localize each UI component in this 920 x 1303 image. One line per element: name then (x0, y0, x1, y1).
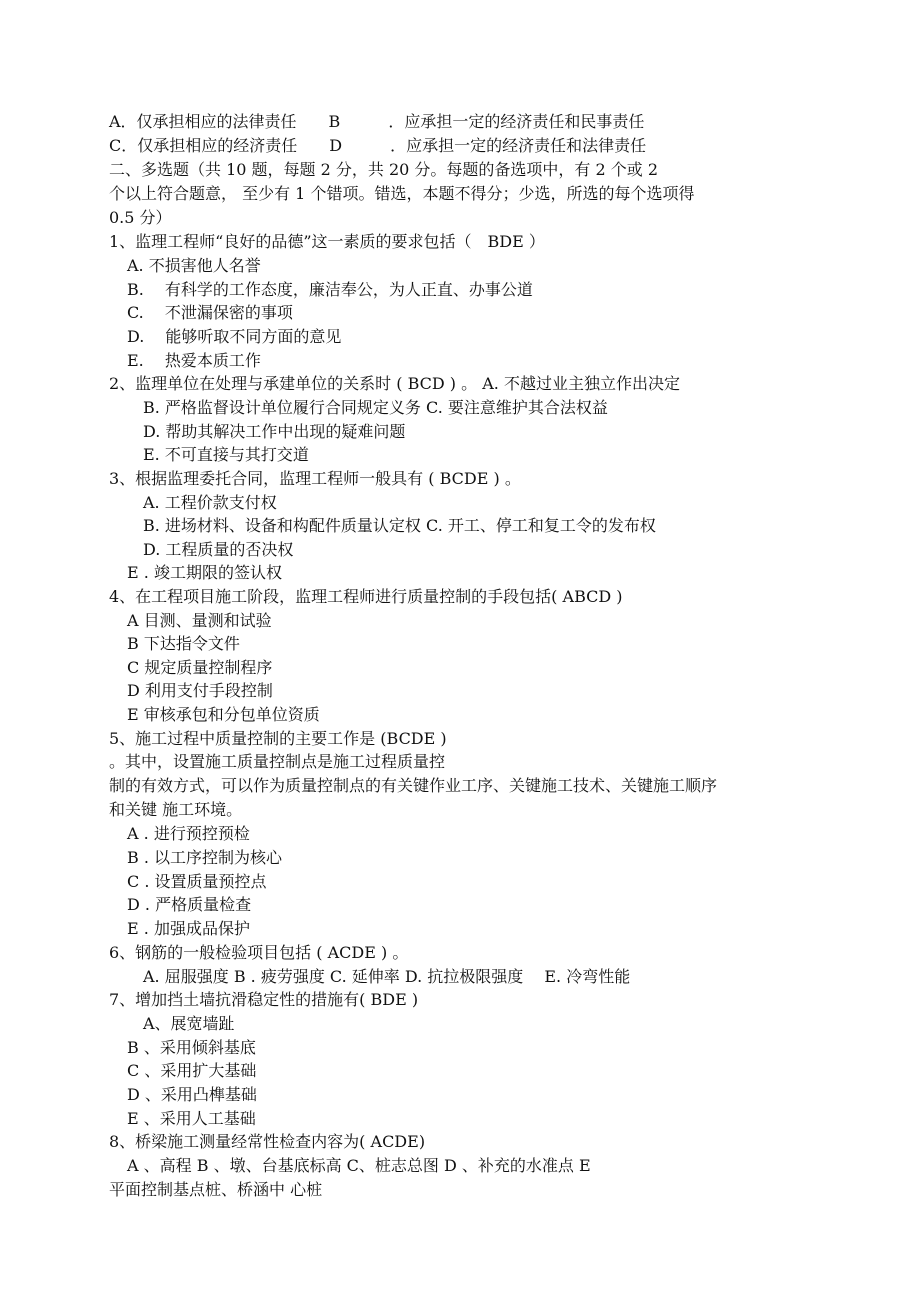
section-instructions: 个以上符合题意， 至少有 1 个错项。错选，本题不得分；少选，所选的每个选项得 (109, 184, 695, 203)
choice-line-c-d: C．仅承担相应的经济责任 D ．应承担一定的经济责任和法律责任 (109, 136, 647, 155)
q3-option-a: A. 工程价款支付权 (143, 493, 277, 512)
choice-line-a-b: A．仅承担相应的法律责任 B ．应承担一定的经济责任和民事责任 (109, 112, 645, 131)
question-2: 2、监理单位在处理与承建单位的关系时 ( BCD ) 。 A. 不越过业主独立作出决定 (109, 374, 680, 393)
q4-option-d: D 利用支付手段控制 (127, 681, 273, 700)
q7-option-e: E 、采用人工基础 (127, 1109, 256, 1128)
question-6: 6、钢筋的一般检验项目包括 ( ACDE ) 。 (109, 943, 409, 962)
question-8: 8、桥梁施工测量经常性检查内容为( ACDE) (109, 1132, 426, 1151)
q4-option-a: A 目测、量测和试验 (127, 611, 272, 630)
q4-option-c: C 规定质量控制程序 (127, 658, 273, 677)
q5-explanation-3: 和关键 施工环境。 (109, 800, 243, 819)
q8-options-continued: 平面控制基点桩、桥涵中 心桩 (109, 1180, 323, 1199)
q5-explanation-2: 制的有效方式，可以作为质量控制点的有关键作业工序、关键施工技术、关键施工顺序 (109, 776, 718, 795)
q7-option-d: D 、采用凸榫基础 (127, 1085, 257, 1104)
q3-options-b-c: B. 进场材料、设备和构配件质量认定权 C. 开工、停工和复工令的发布权 (143, 516, 656, 535)
q7-option-b: B 、采用倾斜基底 (127, 1038, 256, 1057)
q3-option-e: E . 竣工期限的签认权 (127, 563, 282, 582)
q5-option-a: A . 进行预控预检 (127, 824, 250, 843)
q5-explanation-1: 。其中，设置施工质量控制点是施工过程质量控 (109, 752, 446, 771)
q1-option-b: B. 有科学的工作态度，廉洁奉公，为人正直、办事公道 (127, 280, 533, 299)
question-7: 7、增加挡土墙抗滑稳定性的措施有( BDE ) (109, 990, 419, 1009)
question-3: 3、根据监理委托合同，监理工程师一般具有 ( BCDE ) 。 (109, 469, 521, 488)
q7-option-c: C 、采用扩大基础 (127, 1061, 257, 1080)
question-4: 4、在工程项目施工阶段，监理工程师进行质量控制的手段包括( ABCD ) (109, 587, 623, 606)
q2-option-e: E. 不可直接与其打交道 (143, 445, 309, 464)
q5-option-b: B . 以工序控制为核心 (127, 848, 283, 867)
q3-option-d: D. 工程质量的否决权 (143, 540, 294, 559)
q4-option-b: B 下达指令文件 (127, 634, 240, 653)
section-instructions-end: 0.5 分） (109, 208, 172, 227)
q2-options-b-c: B. 严格监督设计单位履行合同规定义务 C. 要注意维护其合法权益 (143, 398, 608, 417)
q7-option-a: A、展宽墙趾 (143, 1014, 235, 1033)
q1-option-c: C. 不泄漏保密的事项 (127, 303, 293, 322)
q5-option-e: E . 加强成品保护 (127, 919, 250, 938)
q1-option-e: E. 热爱本质工作 (127, 351, 261, 370)
q4-option-e: E 审核承包和分包单位资质 (127, 705, 320, 724)
question-5: 5、施工过程中质量控制的主要工作是 (BCDE ) (109, 729, 447, 748)
q1-option-d: D. 能够听取不同方面的意见 (127, 327, 342, 346)
q8-options: A 、高程 B 、墩、台基底标高 C、桩志总图 D 、补充的水准点 E (127, 1156, 591, 1175)
q2-option-d: D. 帮助其解决工作中出现的疑难问题 (143, 422, 406, 441)
q5-option-c: C . 设置质量预控点 (127, 872, 267, 891)
q6-options: A. 屈服强度 B . 疲劳强度 C. 延伸率 D. 抗拉极限强度 E. 冷弯性能 (143, 967, 631, 986)
question-1: 1、监理工程师“良好的品德”这一素质的要求包括（ BDE ） (109, 232, 545, 251)
section-heading: 二、多选题（共 10 题，每题 2 分，共 20 分。每题的备选项中，有 2 个或 2 (109, 160, 659, 179)
q1-option-a: A. 不损害他人名誉 (127, 256, 261, 275)
q5-option-d: D . 严格质量检查 (127, 895, 252, 914)
